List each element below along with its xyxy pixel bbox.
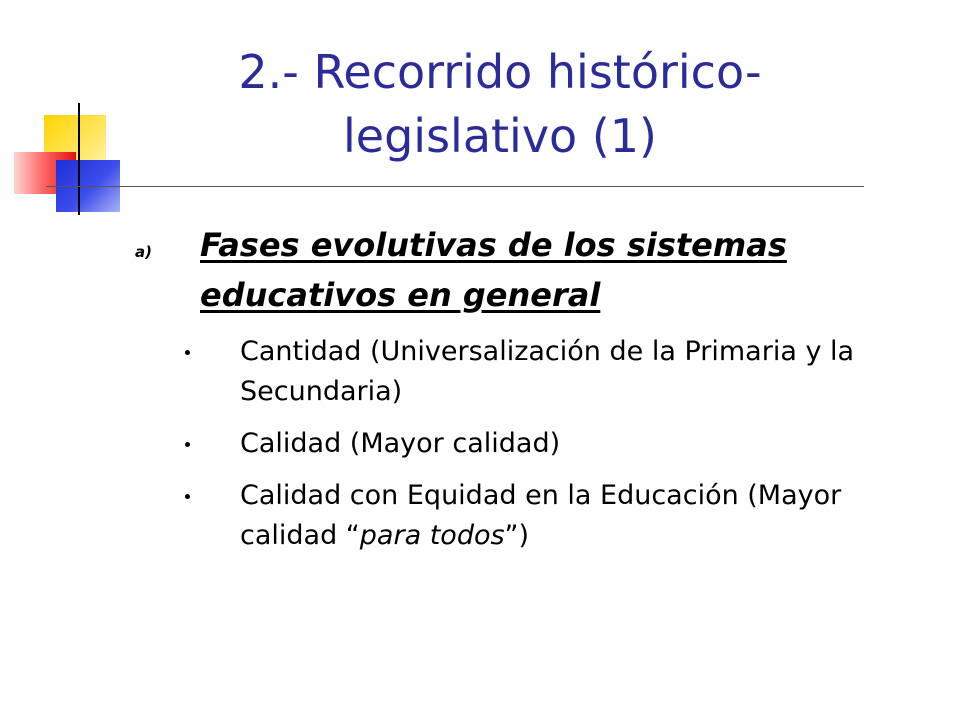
- bullet-item-calidad: [180, 424, 920, 464]
- slide-title-line2: legislativo (1): [343, 109, 657, 163]
- bullet-item-equidad: [180, 476, 920, 556]
- bullet-item-cantidad: [180, 332, 920, 412]
- bullet-icon: [185, 442, 190, 447]
- bullet-text-suffix: ”): [504, 520, 530, 551]
- bullet-icon: [185, 350, 190, 355]
- list-marker: a): [135, 243, 152, 261]
- bullet-text: Calidad (Mayor calidad): [240, 428, 561, 459]
- logo-vertical-line: [78, 103, 80, 215]
- bullet-text: Cantidad (Universalización de la Primaria y la Secundaria): [240, 336, 855, 407]
- bullet-text-emphasis: para todos: [359, 520, 505, 551]
- bullet-text-prefix: Calidad con Equidad en la Educación (Mayor calidad “: [240, 480, 842, 551]
- logo-squares-icon: [0, 0, 140, 230]
- bullet-icon: [185, 494, 190, 499]
- slide-title-line1: 2.- Recorrido histórico-: [238, 45, 762, 99]
- slide-title: [150, 40, 850, 168]
- title-divider: [46, 186, 864, 187]
- section-heading: Fases evolutivas de los sistemas educativos en general: [200, 226, 787, 314]
- bullet-list: [180, 332, 920, 568]
